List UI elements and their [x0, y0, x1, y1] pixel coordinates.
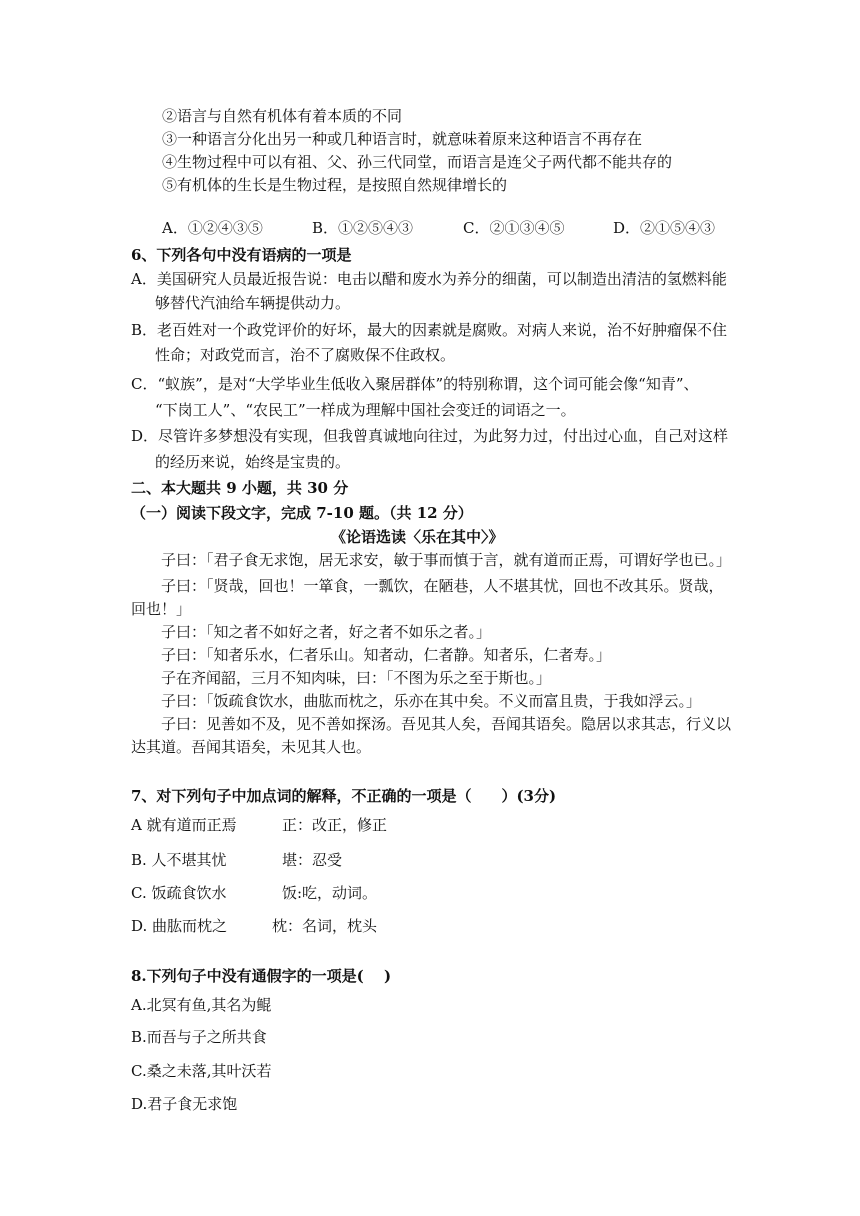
q6-option-d-line1: D．尽管许多梦想没有实现，但我曾真诚地向往过，为此努力过，付出过心血，自己对这样	[131, 427, 729, 445]
section-header: 二、本大题共 9 小题，共 30 分	[131, 479, 349, 497]
q7-option-a-gloss: 正：改正，修正	[282, 816, 388, 834]
q8-option-a: A.北冥有鱼,其名为鲲	[131, 996, 272, 1014]
q7-option-d-gloss: 枕：名词，枕头	[272, 917, 378, 935]
q7-option-a	[131, 815, 237, 835]
q5-statement: ④生物过程中可以有祖、父、孙三代同堂，而语言是连父子两代都不能共存的	[162, 153, 673, 171]
q7-option-label: C. 饭疏食饮水	[131, 884, 227, 902]
q6-option-a-line1: A．美国研究人员最近报告说：电击以醋和废水为养分的细菌，可以制造出清洁的氢燃料能	[131, 270, 727, 288]
q7-option-c-gloss: 饭:吃，动词。	[282, 884, 378, 902]
passage-line: 达其道。吾闻其语矣，未见其人也。	[131, 738, 372, 756]
passage-line: 子在齐闻韶，三月不知肉味，曰：「不图为乐之至于斯也。」	[161, 669, 552, 687]
q7-option-label: A 就有道而正焉	[131, 816, 237, 834]
section-subheader: （一）阅读下段文字，完成 7-10 题。（共 12 分）	[131, 504, 473, 522]
q6-option-d-line2: 的经历来说，始终是宝贵的。	[155, 453, 351, 471]
q8-stem: 8.下列句子中没有通假字的一项是( )	[131, 967, 392, 985]
q5-option-a: A．①②④③⑤	[162, 219, 263, 237]
q7-option-label: D. 曲肱而枕之	[131, 917, 228, 935]
passage-line: 子曰：「知者乐水，仁者乐山。知者动，仁者静。知者乐，仁者寿。」	[161, 646, 612, 664]
q5-option-c: C．②①③④⑤	[463, 219, 565, 237]
passage-title: 《论语选读〈乐在其中〉》	[331, 528, 504, 546]
passage-line: 回也！」	[131, 600, 192, 618]
passage-line: 子曰：「饭疏食饮水，曲肱而枕之，乐亦在其中矣。不义而富且贵，于我如浮云。」	[161, 692, 702, 710]
q7-stem: 7、对下列句子中加点词的解释，不正确的一项是（ ）(3分)	[131, 787, 557, 805]
q7-option-d	[131, 916, 227, 936]
q7-option-label: B. 人不堪其忧	[131, 851, 227, 869]
q8-option-c: C.桑之未落,其叶沃若	[131, 1062, 272, 1080]
q6-option-a-line2: 够替代汽油给车辆提供动力。	[155, 294, 351, 312]
q5-option-b: B．①②⑤④③	[312, 219, 414, 237]
q7-option-b-gloss: 堪：忍受	[282, 851, 343, 869]
passage-line: 子曰：见善如不及，见不善如探汤。吾见其人矣，吾闻其语矣。隐居以求其志，行义以	[161, 715, 732, 733]
q6-option-c-line2: “下岗工人”、“农民工”一样成为理解中国社会变迁的词语之一。	[155, 401, 576, 419]
q8-option-d: D.君子食无求饱	[131, 1095, 238, 1113]
q7-option-b	[131, 850, 227, 870]
passage-line: 子曰：「君子食无求饱，居无求安，敏于事而慎于言，就有道而正焉，可谓好学也已。」	[161, 551, 732, 569]
q6-option-c-line1: C．“蚁族”，是对“大学毕业生低收入聚居群体”的特别称谓，这个词可能会像“知青”、	[131, 375, 699, 393]
q5-statement: ⑤有机体的生长是生物过程，是按照自然规律增长的	[162, 176, 508, 194]
q7-option-c	[131, 883, 226, 903]
q6-option-b-line2: 性命；对政党而言，治不了腐败保不住政权。	[155, 346, 456, 364]
q5-option-d: D．②①⑤④③	[613, 219, 716, 237]
q6-option-b-line1: B．老百姓对一个政党评价的好坏，最大的因素就是腐败。对病人来说，治不好肿瘤保不住	[131, 321, 728, 339]
q8-option-b: B.而吾与子之所共食	[131, 1028, 267, 1046]
passage-line: 子曰：「贤哉，回也！一箪食，一瓢饮，在陋巷，人不堪其忧，回也不改其乐。贤哉，	[161, 577, 724, 595]
q5-statement: ③一种语言分化出另一种或几种语言时，就意味着原来这种语言不再存在	[162, 130, 643, 148]
passage-line: 子曰：「知之者不如好之者，好之者不如乐之者。」	[161, 623, 492, 641]
q6-stem: 6、下列各句中没有语病的一项是	[131, 246, 352, 264]
q5-statement: ②语言与自然有机体有着本质的不同	[162, 107, 403, 125]
